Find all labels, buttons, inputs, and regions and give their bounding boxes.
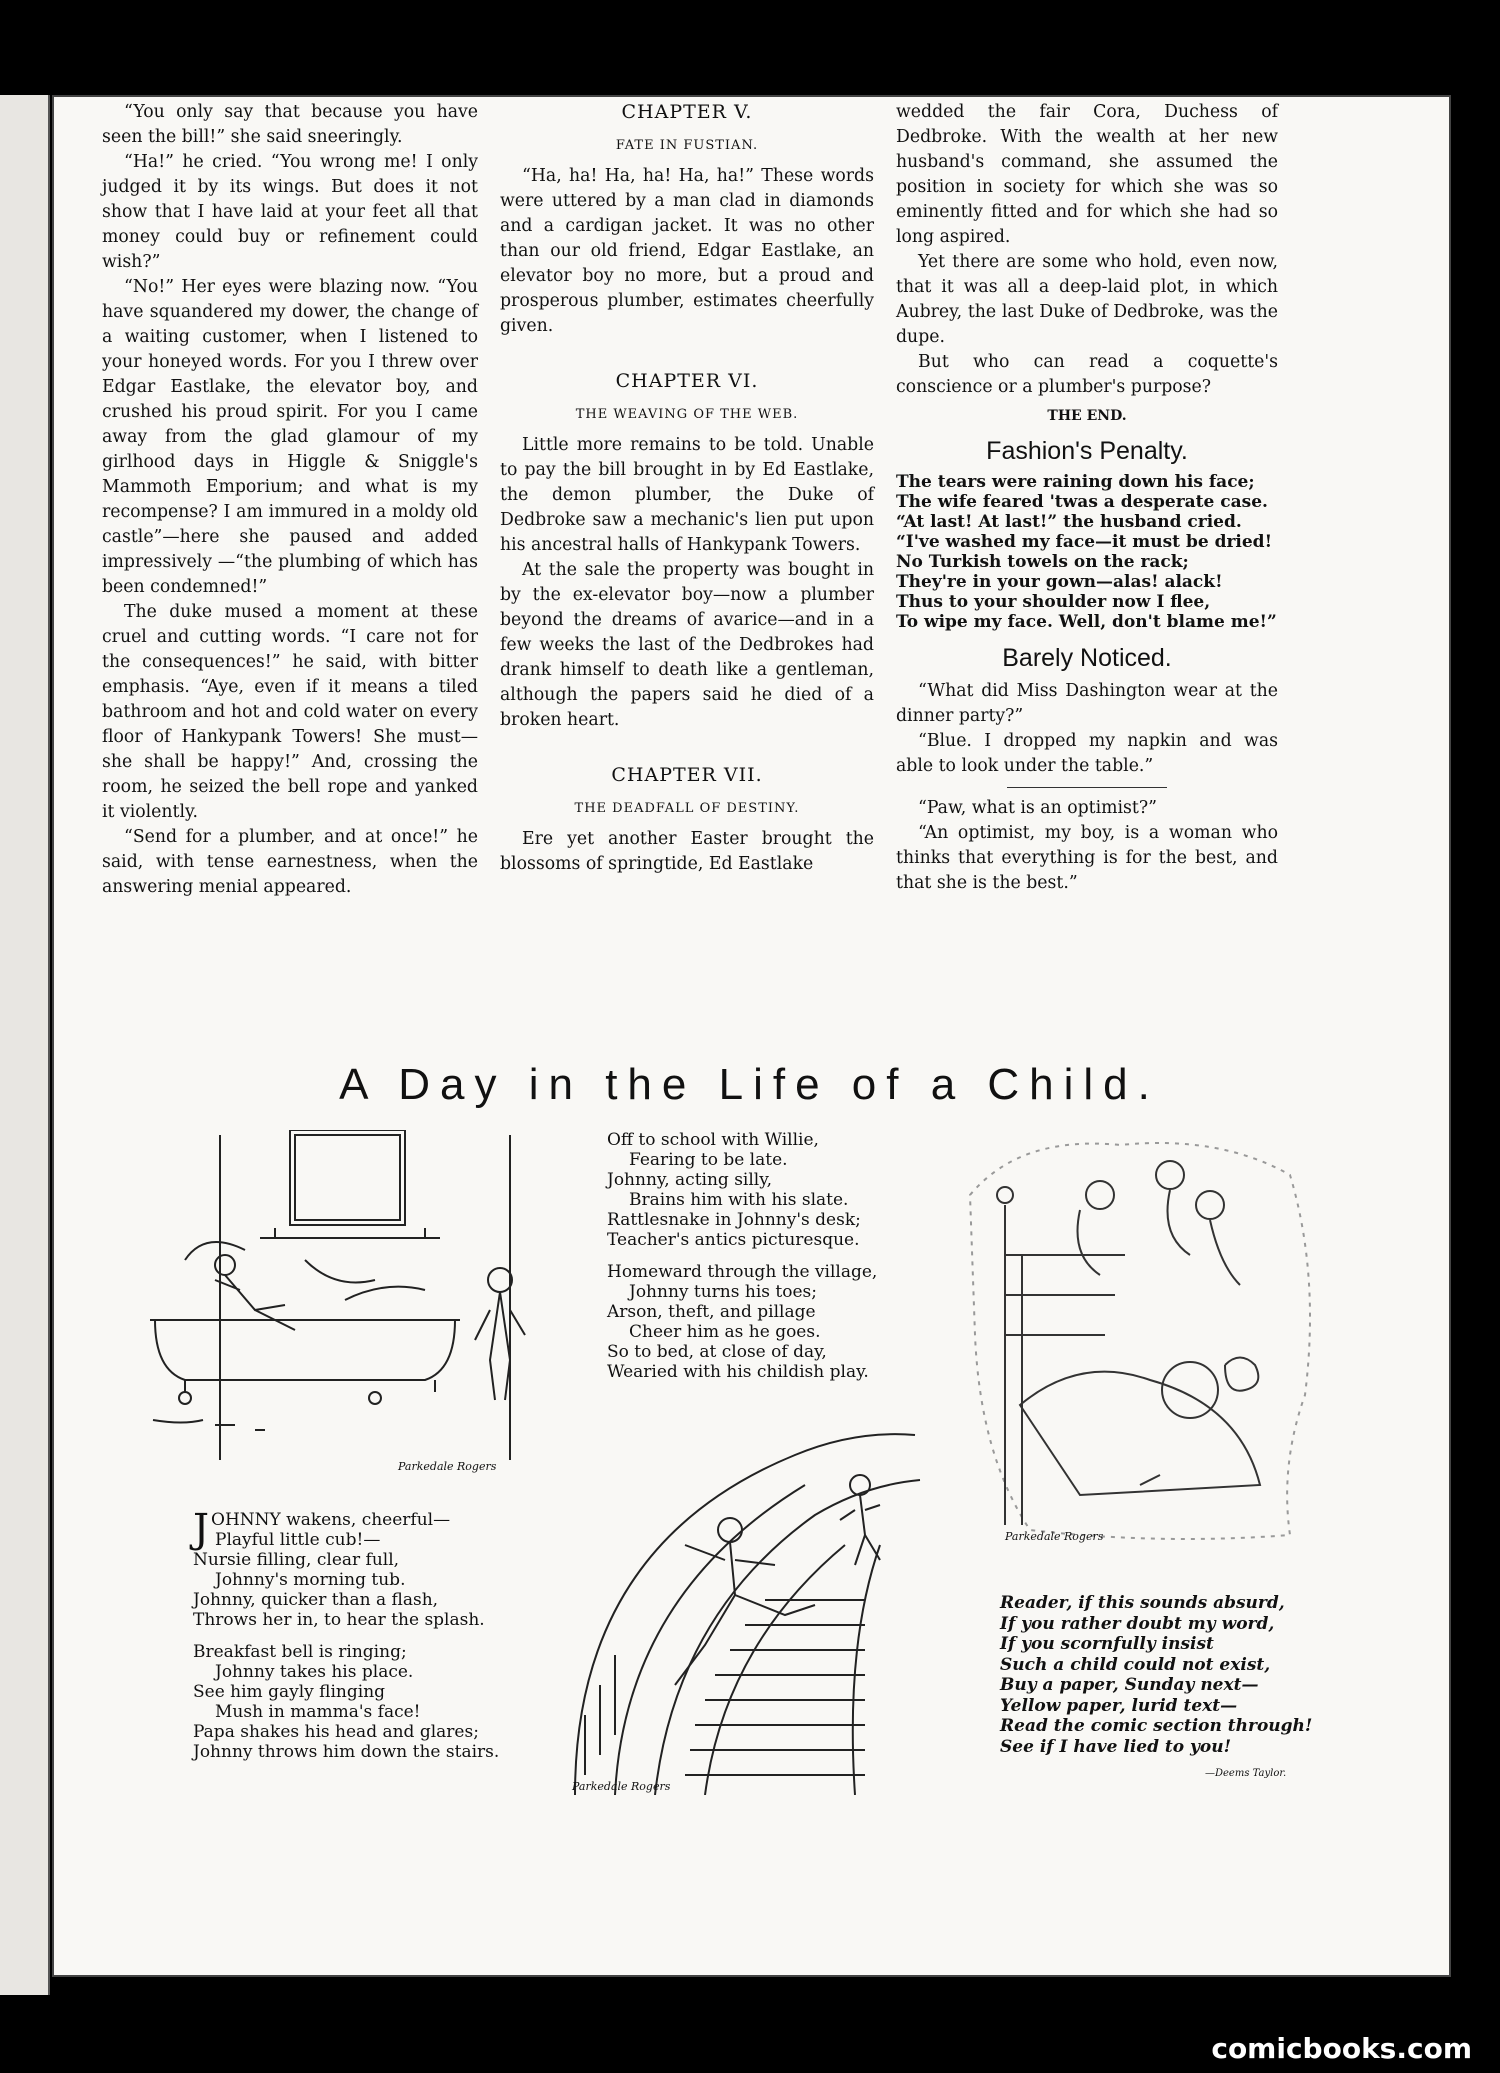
verse-line: Buy a paper, Sunday next— — [1000, 1675, 1259, 1695]
chapter-heading: CHAPTER VII. — [611, 764, 763, 786]
barely-noticed-title: Barely Noticed. — [1002, 644, 1172, 672]
verse-line: If you rather doubt my word, — [1000, 1613, 1275, 1634]
verse-line: Johnny takes his place. — [215, 1662, 414, 1682]
verse-line: Off to school with Willie, — [607, 1130, 819, 1150]
bathtub-illustration — [145, 1130, 540, 1475]
drop-cap: J — [193, 1506, 210, 1552]
verse-line: Papa shakes his head and glares; — [193, 1722, 479, 1742]
fashions-penalty-poem — [896, 472, 1278, 632]
verse-line: Reader, if this sounds absurd, — [1000, 1593, 1285, 1613]
site-watermark[interactable]: comicbooks.com — [1211, 2032, 1472, 2065]
verse-line: Teacher's antics picturesque. — [607, 1230, 860, 1250]
verse-line: Yellow paper, lurid text— — [1000, 1695, 1238, 1716]
artist-signature: Parkedale Rogers — [1005, 1530, 1104, 1543]
divider — [1007, 787, 1167, 788]
verse-line: Cheer him as he goes. — [629, 1322, 821, 1342]
verse-line: See him gayly flinging — [193, 1682, 386, 1702]
poem-line: To wipe my face. Well, don't blame me!” — [896, 612, 1277, 632]
chapter-subtitle: THE DEADFALL OF DESTINY. — [574, 801, 800, 816]
story-column-2 — [500, 100, 874, 877]
verse-line: See if I have lied to you! — [1000, 1736, 1232, 1757]
verse-middle — [607, 1130, 877, 1382]
poem-line: They're in your gown—alas! alack! — [896, 572, 1223, 592]
paragraph: Ere yet another Easter brought the blossoms of springtide, Ed Eastlake — [500, 829, 874, 874]
paragraph: wedded the fair Cora, Duchess of Dedbroke. With the wealth at her new husband's command, she assumed the position in society for which she was so eminently fitted and for which she had so long aspired. — [896, 102, 1278, 247]
chapter-subtitle: THE WEAVING OF THE WEB. — [575, 407, 799, 422]
paragraph: “You only say that because you have seen the bill!” she said sneeringly. — [102, 102, 478, 147]
verse-line: Throws her in, to hear the splash. — [193, 1610, 485, 1630]
verse-line: Such a child could not exist, — [1000, 1654, 1271, 1675]
paragraph: At the sale the property was bought in by the ex-elevator boy—now a plumber beyond the dreams of avarice—and in a few weeks the last of the Dedbrokes had drank himself to death like a gentleman, although the papers said he died of a broken heart. — [500, 560, 874, 730]
paragraph: The duke mused a moment at these cruel and cutting words. “I care not for the consequences!” he said, with bitter emphasis. “Aye, even if it means a tiled bathroom and hot and cold water on every floor of Hankypank Towers! She must—she shall be happy!” And, crossing the room, he seized the bell rope and yanked it violently. — [102, 602, 478, 822]
verse-line: Nursie filling, clear full, — [193, 1550, 400, 1570]
verse-line: Johnny throws him down the stairs. — [193, 1742, 500, 1762]
verse-line: Brains him with his slate. — [629, 1190, 849, 1210]
the-end: THE END. — [1047, 408, 1127, 424]
poem-line: No Turkish towels on the rack; — [896, 552, 1189, 572]
paragraph: Yet there are some who hold, even now, that it was all a deep-laid plot, in which Aubrey, the last Duke of Dedbroke, was the dupe. — [896, 252, 1278, 347]
verse-line: If you scornfully insist — [1000, 1634, 1214, 1654]
paragraph: “No!” Her eyes were blazing now. “You have squandered my dower, the change of a waiting customer, when I listened to your honeyed words. For you I threw over Edgar Eastlake, the elevator boy, and crushed his proud spirit. For you I came away from the glad glamour of my girlhood days in Higgle & Sniggle's Mammoth Emporium; and what is my recompense? I am immured in a moldy old castle”—here she paused and added impressively —“the plumbing of which has been condemned!” — [102, 277, 478, 597]
artist-signature: Parkedale Rogers — [572, 1780, 671, 1793]
verse-line: Fearing to be late. — [629, 1150, 788, 1170]
verse-line: Arson, theft, and pillage — [607, 1302, 816, 1322]
paragraph: “What did Miss Dashington wear at the dinner party?” — [896, 681, 1278, 726]
verse-line: Mush in mamma's face! — [215, 1702, 421, 1722]
paragraph: “An optimist, my boy, is a woman who thinks that everything is for the best, and that she is the best.” — [896, 823, 1278, 893]
paragraph: “Send for a plumber, and at once!” he said, with tense earnestness, when the answering menial appeared. — [102, 827, 478, 897]
bedroom-illustration — [960, 1135, 1320, 1545]
poem-line: Thus to your shoulder now I flee, — [896, 592, 1211, 612]
paragraph: “Ha!” he cried. “You wrong me! I only judged it by its wings. But does it not show that I have laid at your feet all that money could buy or refinement could wish?” — [102, 152, 478, 272]
fashions-penalty-title: Fashion's Penalty. — [986, 437, 1188, 465]
chapter-heading: CHAPTER V. — [621, 101, 753, 123]
left-page-edge — [0, 95, 50, 1995]
story-column-3 — [896, 100, 1278, 896]
verse-line: Johnny turns his toes; — [629, 1282, 817, 1302]
feature-title: A Day in the Life of a Child. — [339, 1060, 1160, 1109]
verse-line: Playful little cub!— — [215, 1530, 381, 1550]
staircase-illustration — [555, 1395, 950, 1795]
verse-line: Rattlesnake in Johnny's desk; — [607, 1210, 861, 1230]
verse-right — [1000, 1593, 1312, 1757]
attribution: —Deems Taylor. — [1205, 1768, 1287, 1779]
verse-line: Homeward through the village, — [607, 1262, 878, 1282]
verse-left — [193, 1506, 500, 1762]
paragraph: “Ha, ha! Ha, ha! Ha, ha!” These words were uttered by a man clad in diamonds and a cardigan jacket. It was no other than our old friend, Edgar Eastlake, an elevator boy no more, but a proud and prosperous plumber, estimates cheerfully given. — [500, 166, 874, 336]
chapter-heading: CHAPTER VI. — [615, 370, 759, 392]
paragraph: Little more remains to be told. Unable to pay the bill brought in by Ed Eastlake, the demon plumber, the Duke of Dedbroke saw a mechanic's lien put upon his ancestral halls of Hankypank Towers. — [500, 435, 874, 555]
poem-line: The wife feared 'twas a desperate case. — [896, 492, 1268, 512]
verse-line: Read the comic section through! — [1000, 1716, 1313, 1736]
verse-line: Wearied with his childish play. — [607, 1362, 869, 1382]
poem-line: “I've washed my face—it must be dried! — [896, 532, 1273, 552]
paragraph: But who can read a coquette's conscience or a plumber's purpose? — [896, 352, 1278, 397]
verse-line: Johnny's morning tub. — [215, 1570, 406, 1590]
artist-signature: Parkedale Rogers — [398, 1460, 497, 1473]
verse-line: So to bed, at close of day, — [607, 1342, 827, 1362]
verse-line: Breakfast bell is ringing; — [193, 1642, 407, 1662]
paragraph: “Paw, what is an optimist?” — [918, 798, 1157, 818]
chapter-subtitle: FATE IN FUSTIAN. — [615, 138, 759, 153]
poem-line: “At last! At last!” the husband cried. — [896, 512, 1242, 532]
verse-line: OHNNY wakens, cheerful— — [211, 1510, 451, 1530]
verse-line: Johnny, acting silly, — [607, 1170, 772, 1190]
verse-line: Johnny, quicker than a flash, — [193, 1590, 439, 1610]
poem-line: The tears were raining down his face; — [896, 472, 1255, 492]
paragraph: “Blue. I dropped my napkin and was able to look under the table.” — [896, 731, 1278, 776]
story-column-1 — [102, 100, 478, 900]
